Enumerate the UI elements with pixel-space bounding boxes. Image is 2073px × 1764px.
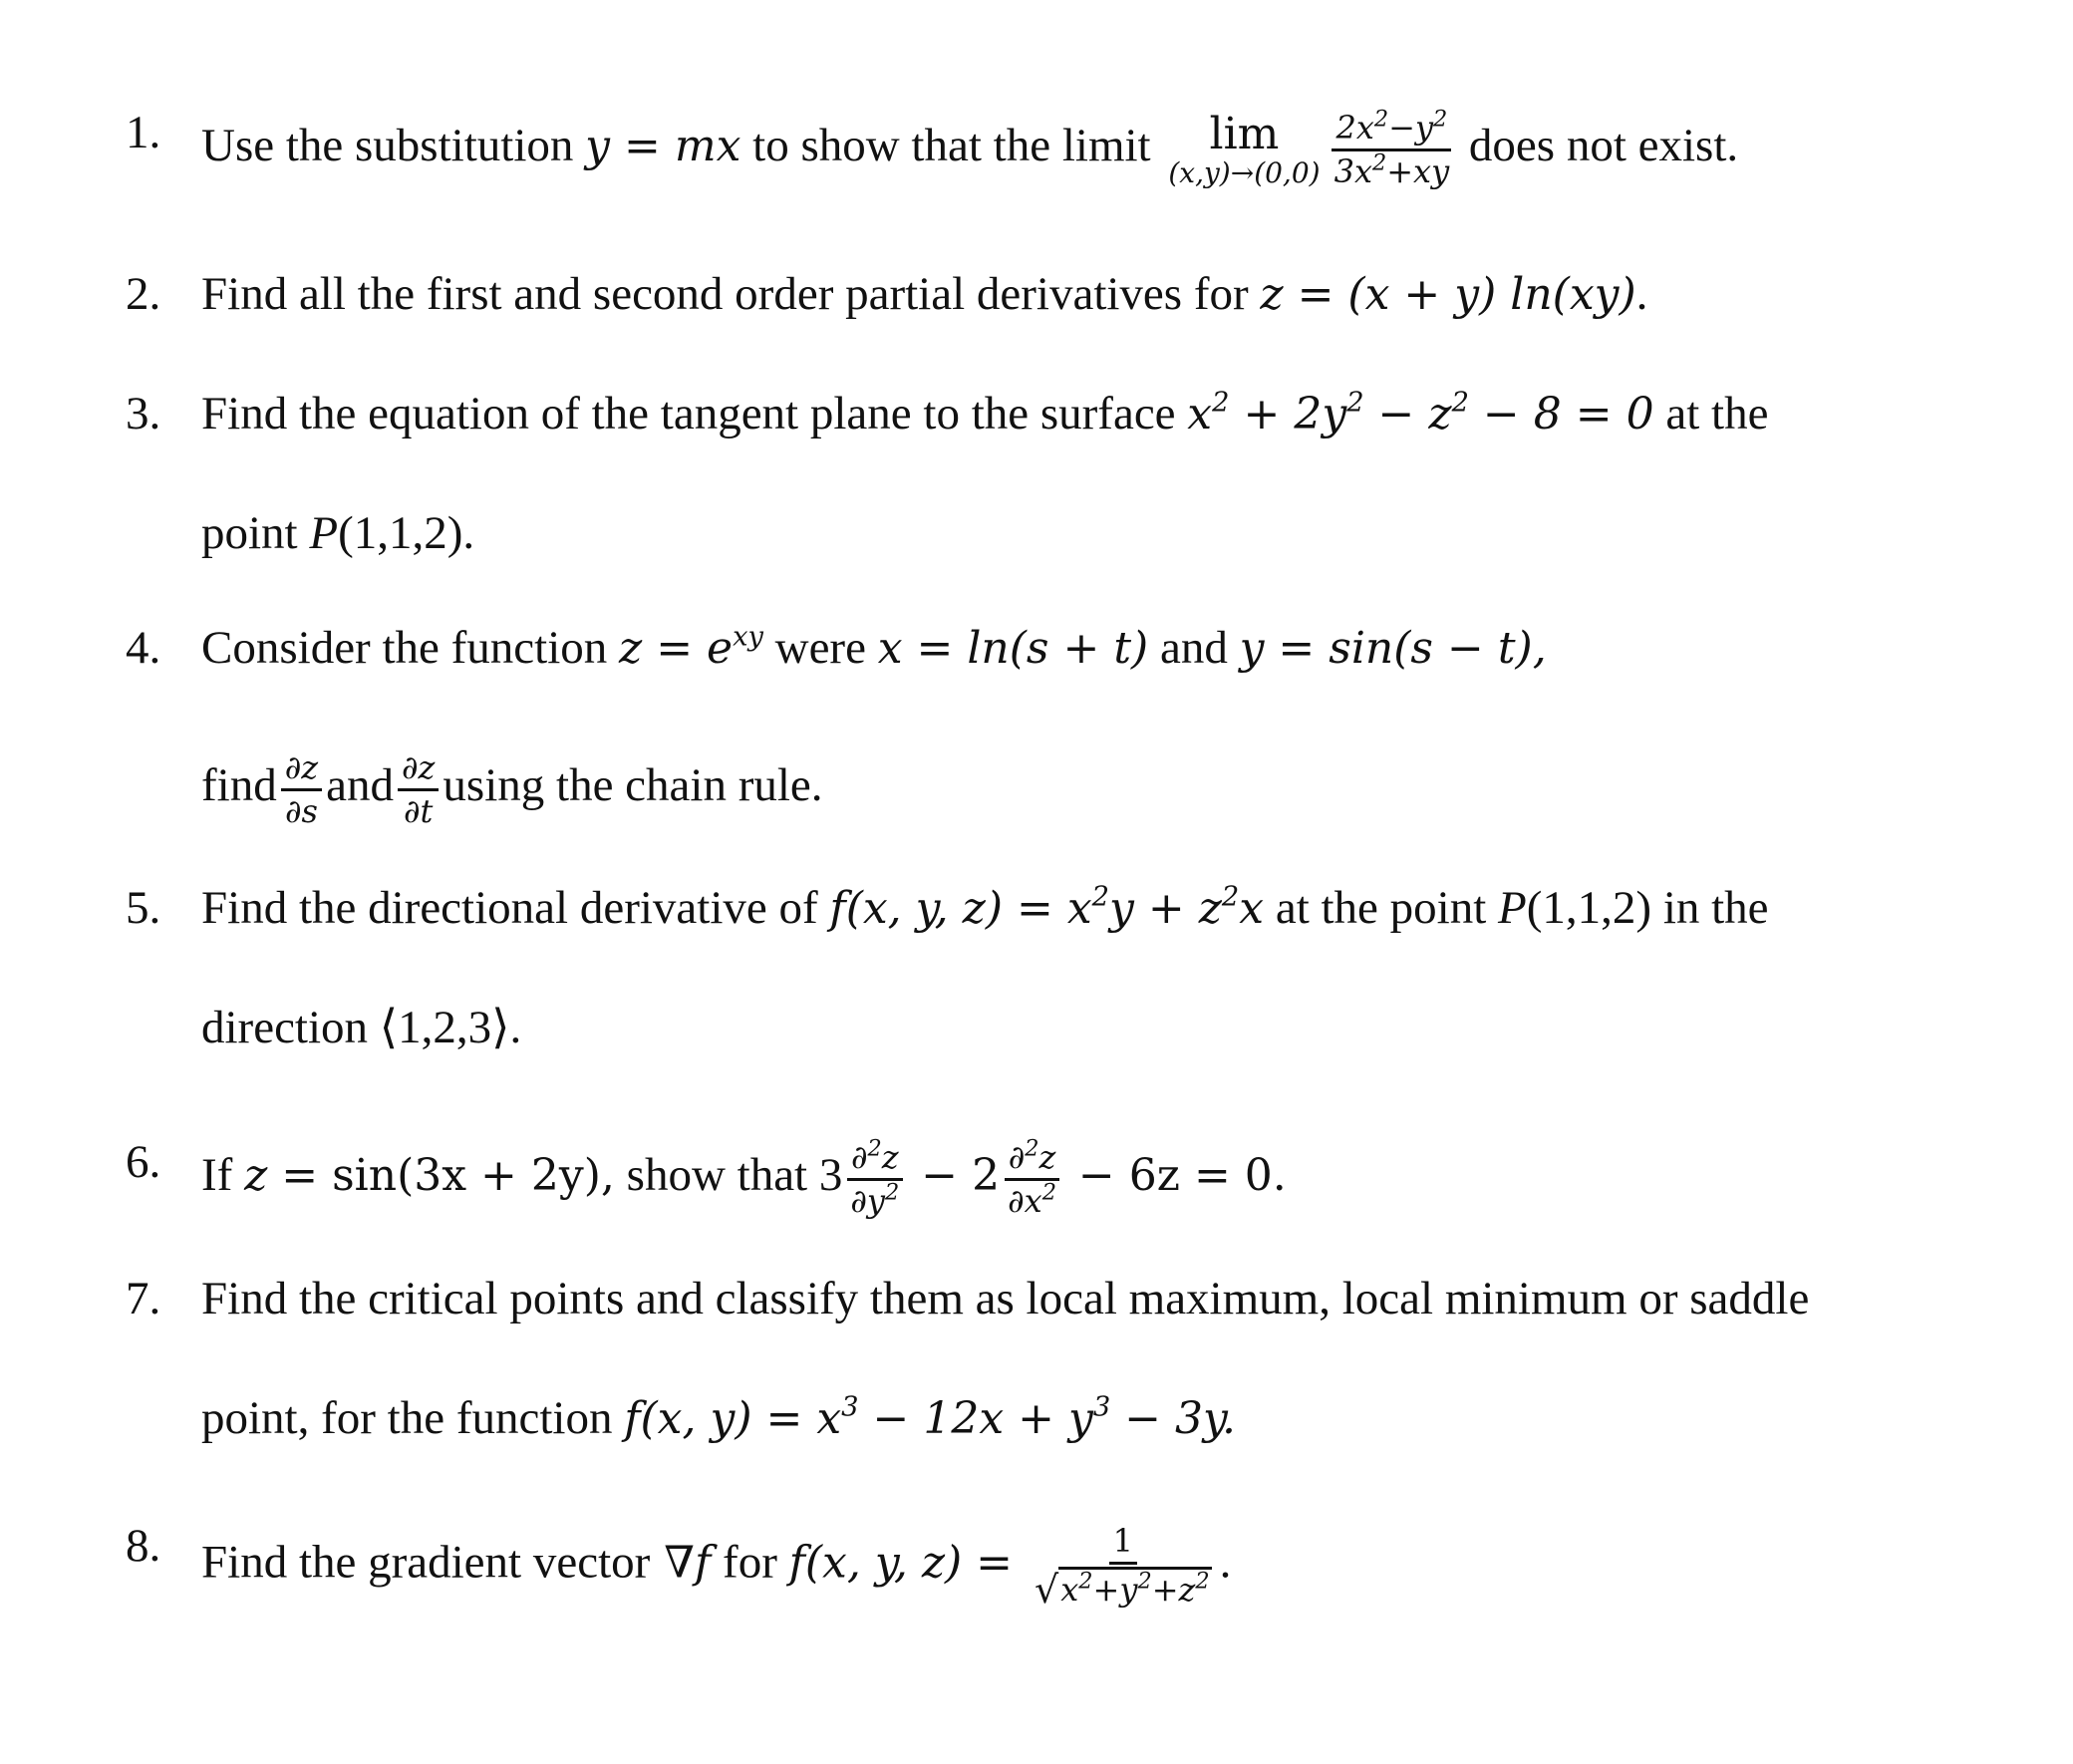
problem-text: Use the substitution: [201, 120, 574, 172]
problem-text: Find all the first and second order partial derivatives for: [201, 268, 1249, 320]
math-expr: f(x, y, $z) = x^2y + z^2x$: [829, 881, 1265, 934]
math-expr: f(x, $y) = x^3 - 12x + y^3 - 3y$.: [624, 1391, 1237, 1444]
problem-text: If: [201, 1149, 233, 1202]
problem-number: 7.: [126, 1273, 161, 1324]
partial-z-t-fraction: $\frac{\partial z}{\partial t}$: [398, 749, 439, 830]
math-expr: mx: [674, 121, 741, 172]
problem-text: Find the critical points and classify them as local maximum, local minimum or saddle: [201, 1273, 1810, 1324]
problem-number: 5.: [126, 882, 161, 934]
problem-text: Find the gradient vector: [201, 1536, 651, 1589]
worksheet-page: 1. Use the substitution y = mx to show that the limit lim (x,y)→(0,0) $\frac{2x^2-y^2}{3x^2+xy}$ does not exist. 2. Find all the first and second order partial derivatives for z = (x + y) ln(xy). 3. Find the equation of the tangent plane to the surface $x^2 + 2y^2 - z^2 - 8 = 0$ at the point P(1,1,2). 4. Consider the function $z = e^{xy}$ were x = ln(s + t) and y = sin(s − t), find $\frac{\partial z}{\partial s}$ and $\frac{\partial z}{\partial t}$ using the chain rule. 5. Find the directional derivative of f(x, y, $z) = x^2y + z^2x$ at the point P(1,1,2) in the direction ⟨1,2,3⟩. 6. If z = sin(3x + 2y), show that 3 $\frac{\partial^2z}{\partial y^2}$ − 2 $\frac{\partial^2z}{\partial x^2}$ − 6z = 0. 7. Find the critical points and classify them as local maximum, local minimum or saddle point, for the function f(x, $y) = x^3 - 12x + y^3 - 3y$. 8. Find the gradient vector ∇f for f(x, y, z) = 1 √ $x^2+y^2+z^2$ .: [126, 106, 1810, 1612]
problem-number: 3.: [126, 388, 161, 440]
limit-operator: lim (x,y)→(0,0): [1168, 108, 1321, 190]
partial-z-s-fraction: $\frac{\partial z}{\partial s}$: [281, 749, 322, 830]
math-expr: (x + y) ln(xy): [1347, 269, 1636, 320]
problem-text: Consider the function: [201, 622, 608, 674]
second-partial-x-fraction: $\frac{\partial^2z}{\partial x^2}$: [1004, 1139, 1060, 1220]
problem-text: Find the equation of the tangent plane to the surface: [201, 388, 1176, 440]
problem-number: 8.: [126, 1520, 161, 1572]
problem-number: 1.: [126, 107, 161, 158]
problem-number: 6.: [126, 1136, 161, 1188]
limit-fraction: $\frac{2x^2-y^2}{3x^2+xy}$: [1331, 110, 1454, 190]
math-var: y: [585, 121, 610, 172]
second-partial-y-fraction: $\frac{\partial^2z}{\partial y^2}$: [846, 1139, 903, 1220]
problem-number: 2.: [126, 268, 161, 320]
problem-number: 4.: [126, 622, 161, 674]
gradient-symbol: ∇f: [650, 1537, 712, 1589]
inverse-sqrt-fraction: 1 √ $x^2+y^2+z^2$: [1035, 1522, 1210, 1612]
problem-text: Find the directional derivative of: [201, 882, 818, 934]
math-expr: $x^2 + 2y^2 - z^2 - 8 = 0$: [1187, 387, 1654, 440]
